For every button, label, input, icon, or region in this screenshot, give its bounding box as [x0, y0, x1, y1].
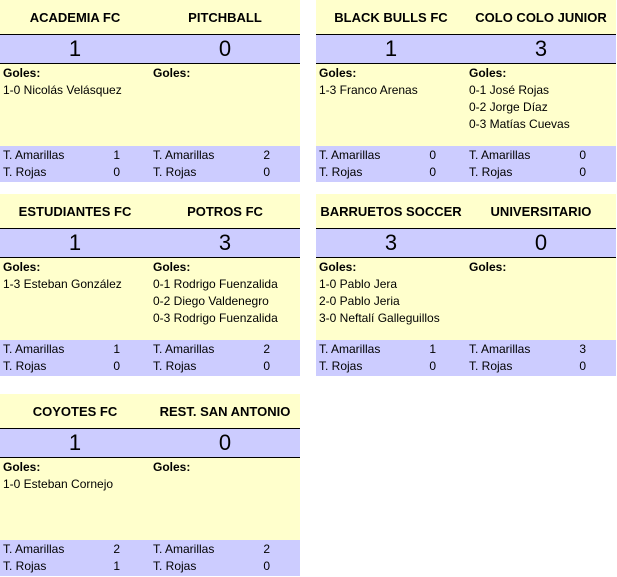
yellow-cards-count: 2 — [263, 148, 270, 162]
yellow-cards-label: T. Amarillas — [3, 542, 65, 556]
red-cards-row — [153, 358, 300, 375]
goal-entry: 0-2 Jorge Díaz — [469, 100, 548, 114]
away-goals — [466, 64, 616, 146]
cards-section — [316, 340, 616, 376]
red-cards-count: 0 — [113, 165, 120, 179]
red-cards-label: T. Rojas — [319, 359, 363, 373]
red-cards-row — [3, 558, 150, 575]
away-score: 0 — [218, 36, 232, 61]
yellow-cards-row — [469, 147, 616, 164]
yellow-cards-row — [3, 147, 150, 164]
cards-section — [0, 146, 300, 182]
cards-section — [0, 540, 300, 576]
goals-heading: Goles: — [153, 260, 191, 274]
goal-entry: 2-0 Pablo Jeria — [319, 294, 400, 308]
yellow-cards-label: T. Amarillas — [319, 148, 381, 162]
red-cards-count: 0 — [263, 165, 270, 179]
yellow-cards-count: 1 — [429, 342, 436, 356]
away-team-name: UNIVERSITARIO — [490, 203, 592, 219]
away-score: 3 — [534, 36, 548, 61]
goals-section — [0, 64, 300, 146]
red-cards-count: 0 — [429, 165, 436, 179]
goal-entry: 0-3 Rodrigo Fuenzalida — [153, 311, 278, 325]
yellow-cards-row — [469, 341, 616, 358]
home-cards — [0, 540, 150, 576]
goal-entry: 1-3 Franco Arenas — [319, 83, 418, 97]
goal-entry: 3-0 Neftalí Galleguillos — [319, 311, 440, 325]
yellow-cards-row — [319, 147, 466, 164]
teams-row — [316, 194, 616, 228]
away-goals — [150, 458, 300, 540]
home-cards — [316, 340, 466, 376]
away-cards — [150, 540, 300, 576]
yellow-cards-label: T. Amarillas — [469, 148, 531, 162]
away-score: 0 — [534, 230, 548, 255]
red-cards-label: T. Rojas — [3, 165, 47, 179]
red-cards-row — [3, 164, 150, 181]
yellow-cards-label: T. Amarillas — [319, 342, 381, 356]
yellow-cards-label: T. Amarillas — [3, 342, 65, 356]
yellow-cards-count: 3 — [579, 342, 586, 356]
red-cards-row — [153, 164, 300, 181]
score-row — [0, 228, 300, 258]
yellow-cards-row — [3, 541, 150, 558]
goal-entry: 1-0 Esteban Cornejo — [3, 477, 114, 491]
teams-row — [0, 394, 300, 428]
yellow-cards-label: T. Amarillas — [153, 342, 215, 356]
yellow-cards-row — [153, 541, 300, 558]
home-cards — [0, 340, 150, 376]
away-score: 3 — [218, 230, 232, 255]
red-cards-label: T. Rojas — [153, 359, 197, 373]
away-cards — [466, 340, 616, 376]
teams-row — [0, 0, 300, 34]
away-cards — [150, 146, 300, 182]
home-goals — [0, 258, 150, 340]
score-row — [316, 228, 616, 258]
yellow-cards-count: 1 — [113, 148, 120, 162]
away-goals — [466, 258, 616, 340]
home-score: 1 — [68, 230, 82, 255]
yellow-cards-label: T. Amarillas — [469, 342, 531, 356]
goals-section — [316, 64, 616, 146]
goal-entry: 0-2 Diego Valdenegro — [153, 294, 269, 308]
goals-heading: Goles: — [3, 260, 41, 274]
match-card — [316, 194, 616, 376]
cards-section — [0, 340, 300, 376]
yellow-cards-row — [153, 147, 300, 164]
goal-entry: 0-3 Matías Cuevas — [469, 117, 570, 131]
yellow-cards-count: 2 — [263, 542, 270, 556]
away-score: 0 — [218, 430, 232, 455]
red-cards-label: T. Rojas — [153, 165, 197, 179]
home-team-name: COYOTES FC — [32, 403, 118, 419]
red-cards-row — [319, 358, 466, 375]
yellow-cards-label: T. Amarillas — [153, 542, 215, 556]
red-cards-label: T. Rojas — [319, 165, 363, 179]
home-cards — [316, 146, 466, 182]
red-cards-label: T. Rojas — [469, 359, 513, 373]
yellow-cards-count: 0 — [579, 148, 586, 162]
home-team-name: BARRUETOS SOCCER — [320, 203, 462, 219]
red-cards-label: T. Rojas — [3, 359, 47, 373]
teams-row — [316, 0, 616, 34]
goals-heading: Goles: — [319, 260, 357, 274]
red-cards-row — [153, 558, 300, 575]
away-team-name: PITCHBALL — [188, 9, 262, 25]
yellow-cards-label: T. Amarillas — [3, 148, 65, 162]
goals-heading: Goles: — [153, 460, 191, 474]
yellow-cards-row — [319, 341, 466, 358]
home-goals — [316, 64, 466, 146]
goals-heading: Goles: — [319, 66, 357, 80]
goals-heading: Goles: — [469, 260, 507, 274]
home-goals — [0, 64, 150, 146]
away-goals — [150, 64, 300, 146]
red-cards-label: T. Rojas — [3, 559, 47, 573]
goal-entry: 1-0 Nicolás Velásquez — [3, 83, 122, 97]
home-team-name: ESTUDIANTES FC — [18, 203, 132, 219]
red-cards-count: 0 — [263, 559, 270, 573]
goal-entry: 0-1 José Rojas — [469, 83, 550, 97]
score-row — [316, 34, 616, 64]
home-team-name: BLACK BULLS FC — [334, 9, 448, 25]
goal-entry: 0-1 Rodrigo Fuenzalida — [153, 277, 278, 291]
teams-row — [0, 194, 300, 228]
goal-entry: 1-3 Esteban González — [3, 277, 122, 291]
red-cards-count: 0 — [263, 359, 270, 373]
home-score: 1 — [68, 36, 82, 61]
away-team-name: REST. SAN ANTONIO — [159, 403, 291, 419]
red-cards-label: T. Rojas — [153, 559, 197, 573]
yellow-cards-row — [3, 341, 150, 358]
match-card — [0, 394, 300, 576]
home-goals — [316, 258, 466, 340]
score-row — [0, 34, 300, 64]
away-cards — [466, 146, 616, 182]
away-cards — [150, 340, 300, 376]
yellow-cards-count: 2 — [113, 542, 120, 556]
red-cards-row — [469, 164, 616, 181]
red-cards-count: 0 — [113, 359, 120, 373]
match-card — [0, 0, 300, 182]
match-card — [316, 0, 616, 182]
red-cards-label: T. Rojas — [469, 165, 513, 179]
match-card — [0, 194, 300, 376]
yellow-cards-count: 0 — [429, 148, 436, 162]
red-cards-count: 1 — [113, 559, 120, 573]
goal-entry: 1-0 Pablo Jera — [319, 277, 398, 291]
home-score: 1 — [68, 430, 82, 455]
goals-heading: Goles: — [469, 66, 507, 80]
score-row — [0, 428, 300, 458]
home-cards — [0, 146, 150, 182]
cards-section — [316, 146, 616, 182]
red-cards-row — [3, 358, 150, 375]
yellow-cards-row — [153, 341, 300, 358]
goals-heading: Goles: — [3, 66, 41, 80]
goals-heading: Goles: — [3, 460, 41, 474]
yellow-cards-label: T. Amarillas — [153, 148, 215, 162]
home-score: 1 — [384, 36, 398, 61]
home-team-name: ACADEMIA FC — [29, 9, 121, 25]
goals-section — [0, 258, 300, 340]
yellow-cards-count: 1 — [113, 342, 120, 356]
red-cards-row — [469, 358, 616, 375]
red-cards-count: 0 — [579, 359, 586, 373]
home-score: 3 — [384, 230, 398, 255]
red-cards-count: 0 — [579, 165, 586, 179]
red-cards-row — [319, 164, 466, 181]
away-team-name: COLO COLO JUNIOR — [475, 9, 607, 25]
home-goals — [0, 458, 150, 540]
yellow-cards-count: 2 — [263, 342, 270, 356]
goals-section — [316, 258, 616, 340]
goals-section — [0, 458, 300, 540]
away-team-name: POTROS FC — [187, 203, 263, 219]
away-goals — [150, 258, 300, 340]
goals-heading: Goles: — [153, 66, 191, 80]
red-cards-count: 0 — [429, 359, 436, 373]
